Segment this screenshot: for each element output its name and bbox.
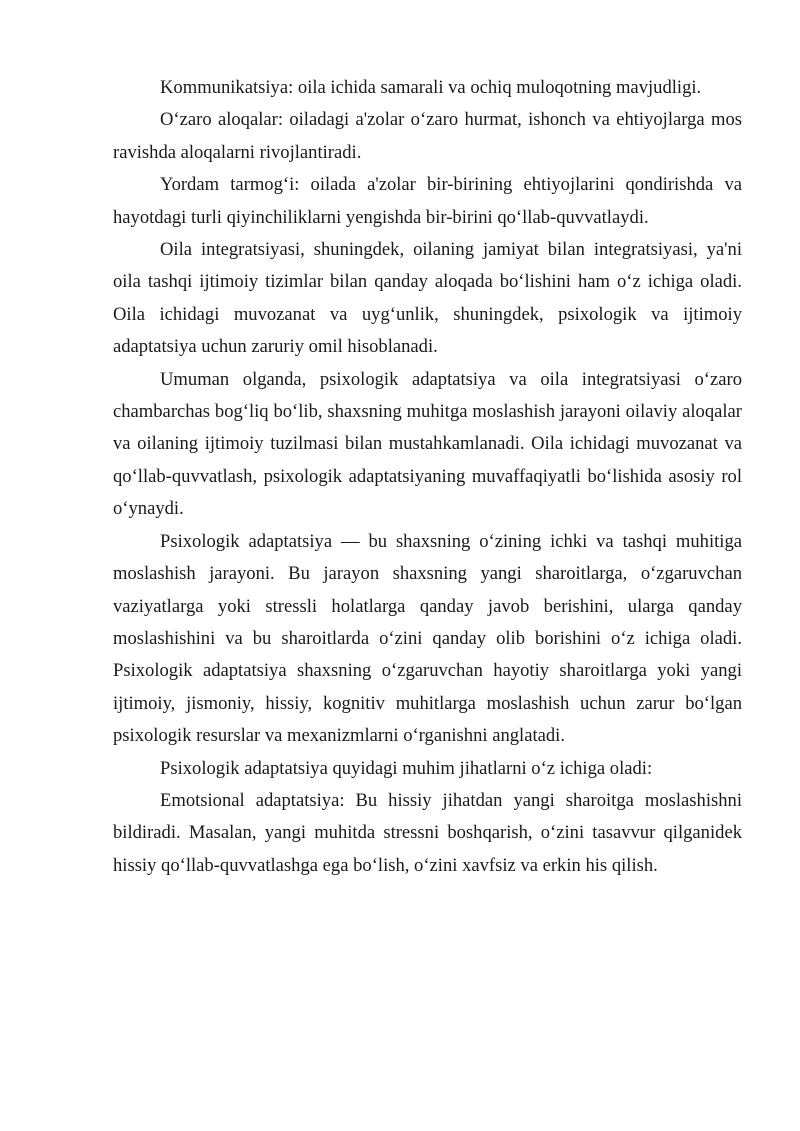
paragraph-communication: Kommunikatsiya: oila ichida samarali va ochiq muloqotning mavjudligi.: [160, 77, 702, 98]
document-page: [113, 72, 742, 882]
paragraph-psychological-adaptation: Psixologik adaptatsiya — bu shaxsning o‘zining ichki va tashqi muhitiga moslashish jarayoni. Bu jarayon shaxsning yangi sharoitlarga, o‘zgaruvchan vaziyatlarga yoki stressli holatlarga qanday javob berishini, ularga qanday moslashishini va bu sharoitlarda o‘zini qanday olib borishini o‘z ichiga oladi. Psixologik adaptatsiya shaxsning o‘zgaruvchan hayotiy sharoitlarga yoki yangi ijtimoiy, jismoniy, hissiy, kognitiv muhitlarga moslashish uchun zarur bo‘lgan psixologik resurslar va mexanizmlarni o‘rganishni anglatadi.: [113, 530, 742, 747]
paragraph-mutual-relations: O‘zaro aloqalar: oiladagi a'zolar o‘zaro hurmat, ishonch va ehtiyojlarga mos ravishda aloqalarni rivojlantiradi.: [113, 109, 742, 163]
paragraph-family-integration: Oila integratsiyasi, shuningdek, oilaning jamiyat bilan integratsiyasi, ya'ni oila tashqi ijtimoiy tizimlar bilan qanday aloqada bo‘lishini ham o‘z ichiga oladi. Oila ichidagi muvozanat va uyg‘unlik, shuningdek, psixologik va ijtimoiy adaptatsiya uchun zaruriy omil hisoblanadi.: [113, 239, 742, 358]
paragraph-general-summary: Umuman olganda, psixologik adaptatsiya va oila integratsiyasi o‘zaro chambarchas bog‘liq bo‘lib, shaxsning muhitga moslashish jarayoni oilaviy aloqalar va oilaning ijtimoiy tuzilmasi bilan mustahkamlanadi. Oila ichidagi muvozanat va qo‘llab-quvvatlash, psixologik adaptatsiyaning muvaffaqiyatli bo‘lishida asosiy rol o‘ynaydi.: [113, 368, 742, 520]
paragraph-emotional-adaptation: Emotsional adaptatsiya: Bu hissiy jihatdan yangi sharoitga moslashishni bildiradi. Masalan, yangi muhitda stressni boshqarish, o‘zini tasavvur qilganidek hissiy qo‘llab-quvvatlashga ega bo‘lish, o‘zini xavfsiz va erkin his qilish.: [113, 789, 742, 876]
paragraph-aspects-intro: Psixologik adaptatsiya quyidagi muhim jihatlarni o‘z ichiga oladi:: [160, 757, 653, 779]
paragraph-support-network: Yordam tarmog‘i: oilada a'zolar bir-birining ehtiyojlarini qondirishda va hayotdagi turli qiyinchiliklarni yengishda bir-birini qo‘llab-quvvatlaydi.: [113, 174, 742, 228]
